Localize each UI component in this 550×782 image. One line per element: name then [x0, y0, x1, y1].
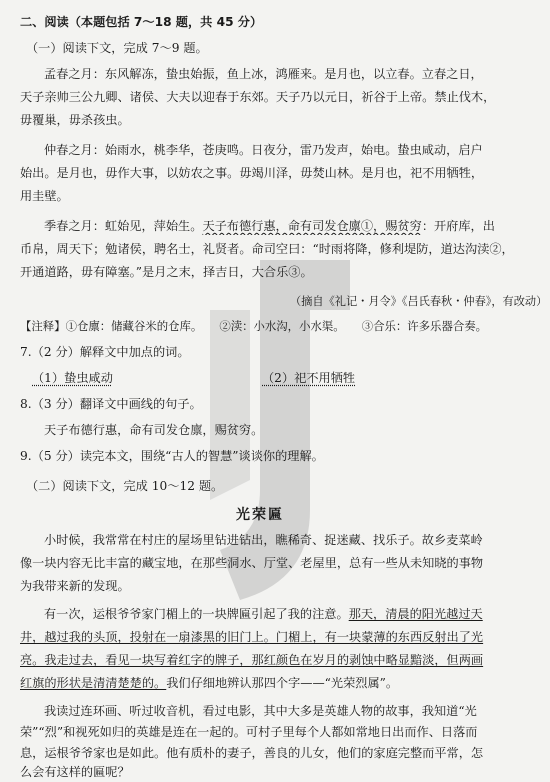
para2-line: 用圭壁。 — [20, 189, 69, 203]
question-7: 7.（2 分）解释文中加点的词。 — [20, 345, 190, 359]
part1-heading: （一）阅读下文，完成 7～9 题。 — [26, 41, 208, 55]
underlined-sentence: 天子布德行惠，命有司发仓廪①，赐贫穷 — [202, 219, 422, 233]
para2-line: 始出。是月也，毋作大事，以妨农之事。毋竭川泽，毋焚山林。是月也，祀不用牺牲， — [20, 166, 484, 180]
p2-para1-line: 为我带来新的发现。 — [20, 579, 130, 593]
question-9: 9.（5 分）读完本文，围绕“古人的智慧”谈谈你的理解。 — [20, 449, 324, 463]
p2-para2-line — [20, 675, 536, 692]
para3-line: 开通道路，毋有障塞。”是月之末，择吉日，大合乐③。 — [20, 265, 313, 279]
para1-line: 孟春之月：东风解冻，蛰虫始振，鱼上冰，鸿雁来。是月也，以立春。立春之日， — [44, 67, 483, 81]
p2-para3-line: 息，运根爷爷家也是如此。他有质朴的妻子，善良的儿女，他们的家庭完整而平常，怎 — [20, 746, 484, 760]
para3-line — [44, 218, 536, 235]
p2-text: 有一次，运根爷爷家门楣上的一块牌匾引起了我的注意。 — [44, 607, 349, 621]
para3-line: 币帛，周天下；勉诸侯，聘名士，礼贤者。命司空曰：“时雨将降，修利堤防，道达沟渎②， — [20, 242, 514, 256]
para3-text: 季春之月：虹始见，萍始生。 — [44, 219, 203, 233]
question-7-item-2 — [262, 370, 522, 387]
underlined-passage: 那天，清晨的阳光越过天 — [348, 607, 483, 621]
p2-para2-line: 亮。我走过去，看见一块写着红字的牌子，那红颜色在岁月的剥蚀中略显黯淡，但两画 — [20, 653, 484, 667]
q7-item-text: （2）祀不用牺牲 — [262, 371, 356, 385]
p2-para2-line: 井，越过我的头顶，投射在一扇漆黑的旧门上。门楣上，有一块蒙薄的东西反射出了光 — [20, 630, 484, 644]
question-8-sentence: 天子布德行惠，命有司发仓廪，赐贫穷。 — [44, 423, 264, 437]
source-citation: （摘自《礼记・月令》《吕氏春秋・仲春》，有改动） — [290, 295, 548, 308]
section-heading: 二、阅读（本题包括 7～18 题，共 45 分） — [20, 15, 263, 29]
p2-para3-line: 么会有这样的匾呢？ — [20, 765, 130, 779]
p2-para1-line: 像一块内容无比丰富的藏宝地，在那些洞水、厅堂、老屋里，总有一些从未知晓的事物 — [20, 556, 484, 570]
para1-line: 毋覆巢，毋杀孩虫。 — [20, 113, 130, 127]
question-8: 8.（3 分）翻译文中画线的句子。 — [20, 397, 202, 411]
para1-line: 天子亲帅三公九卿、诸侯、大夫以迎春于东郊。天子乃以元日，祈谷于上帝。禁止伐木， — [20, 90, 496, 104]
annotations: 【注释】①仓廪：储藏谷米的仓库。 ②渎：小水沟，小水渠。 ③合乐：许多乐器合奏。 — [20, 319, 488, 333]
underlined-passage: 红旗的形状是清清楚楚的。 — [20, 676, 167, 690]
p2-para3-line: 我读过连环画、听过收音机，看过电影，其中大多是英雄人物的故事，我知道“光 — [44, 704, 477, 718]
article-title: 光荣匾 — [236, 507, 284, 523]
para2-line: 仲春之月：始雨水，桃李华，苍庚鸣。日夜分，雷乃发声，始电。蛰虫咸动，启户 — [44, 143, 483, 157]
para3-text: ：开府库，出 — [421, 219, 495, 233]
p2-para1-line: 小时候，我常常在村庄的屋场里钻进钻出，瞧稀奇、捉迷藏、找乐子。故乡麦菜岭 — [44, 533, 483, 547]
q7-item-text: （1）蛰虫咸动 — [32, 371, 113, 385]
p2-text: 我们仔细地辨认那四个字——“光荣烈属”。 — [166, 676, 399, 690]
p2-para2-line — [44, 606, 536, 623]
p2-para3-line: 荣”“烈”和视死如归的英雄是连在一起的。可村子里每个人都如常地日出而作、日落而 — [20, 725, 478, 739]
part2-heading: （二）阅读下文，完成 10～12 题。 — [26, 479, 224, 493]
